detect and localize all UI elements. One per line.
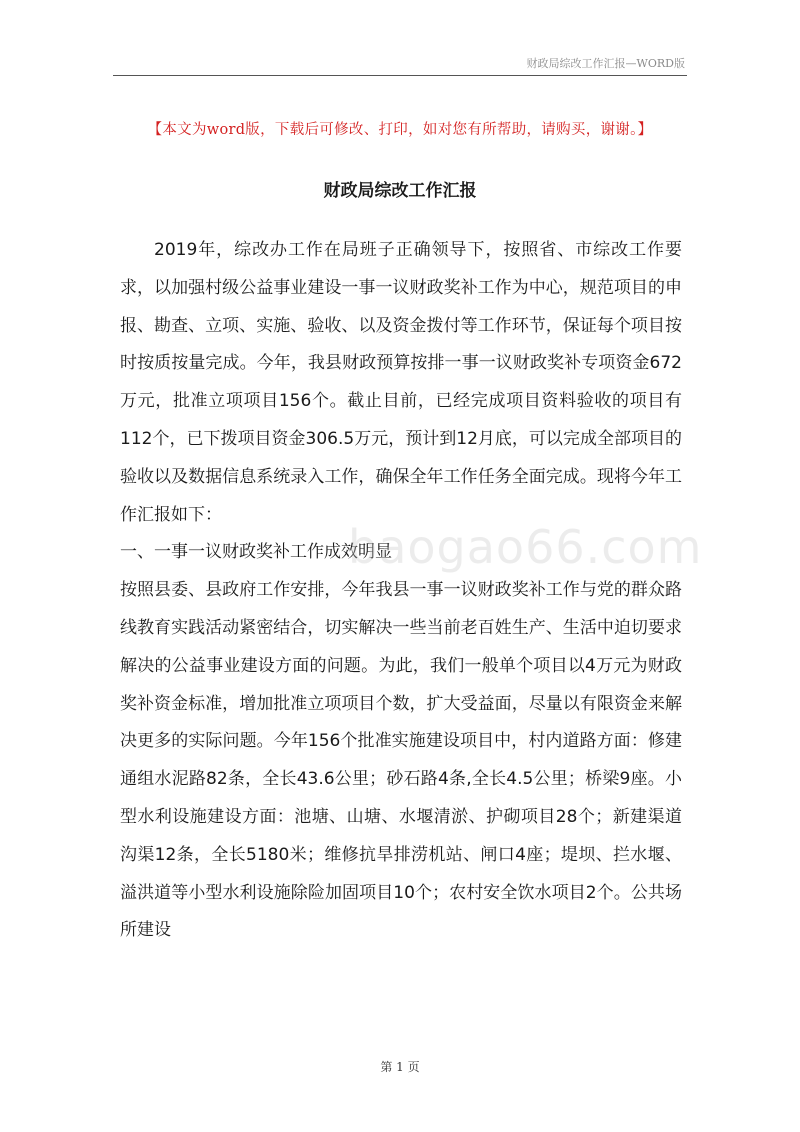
section-paragraph: 按照县委、县政府工作安排，今年我县一事一议财政奖补工作与党的群众路线教育实践活动紧密结合，切实解决一些当前老百姓生产、生活中迫切要求解决的公益事业建设方面的问题。为此，我们一般单个项目以4万元为财政奖补资金标准，增加批准立项项目个数，扩大受益面，尽量以有限资金来解决更多的实际问题。今年156个批准实施建设项目中，村内道路方面：修建通组水泥路82条，全长43.6公里；砂石路4条,全长4.5公里；桥梁9座。小型水利设施建设方面：池塘、山塘、水堰清淤、护砌项目28个；新建渠道沟渠12条，全长5180米；维修抗旱排涝机站、闸口4座；堤坝、拦水堰、溢洪道等小型水利设施除险加固项目10个；农村安全饮水项目2个。公共场所建设 bbox=[120, 580, 682, 941]
document-body bbox=[120, 232, 682, 950]
header-divider bbox=[113, 75, 687, 76]
purchase-notice: 【本文为word版，下载后可修改、打印，如对您有所帮助，请购买，谢谢。】 bbox=[147, 122, 653, 138]
intro-paragraph: 2019年，综改办工作在局班子正确领导下，按照省、市综改工作要求，以加强村级公益事业建设一事一议财政奖补工作为中心，规范项目的申报、勘查、立项、实施、验收、以及资金拨付等工作环节，保证每个项目按时按质按量完成。今年，我县财政预算按排一事一议财政奖补专项资金672万元，批准立项项目156个。截止目前，已经完成项目资料验收的项目有112个，已下拨项目资金306.5万元，预计到12月底，可以完成全部项目的验收以及数据信息系统录入工作，确保全年工作任务全面完成。现将今年工作汇报如下： bbox=[120, 240, 682, 525]
section-heading: 一、一事一议财政奖补工作成效明显 bbox=[120, 542, 392, 563]
running-header: 财政局综改工作汇报—WORD版 bbox=[526, 57, 685, 70]
document-title: 财政局综改工作汇报 bbox=[323, 181, 477, 201]
page-number: 第 1 页 bbox=[380, 1060, 420, 1074]
watermark: baogao66.com bbox=[348, 520, 703, 574]
